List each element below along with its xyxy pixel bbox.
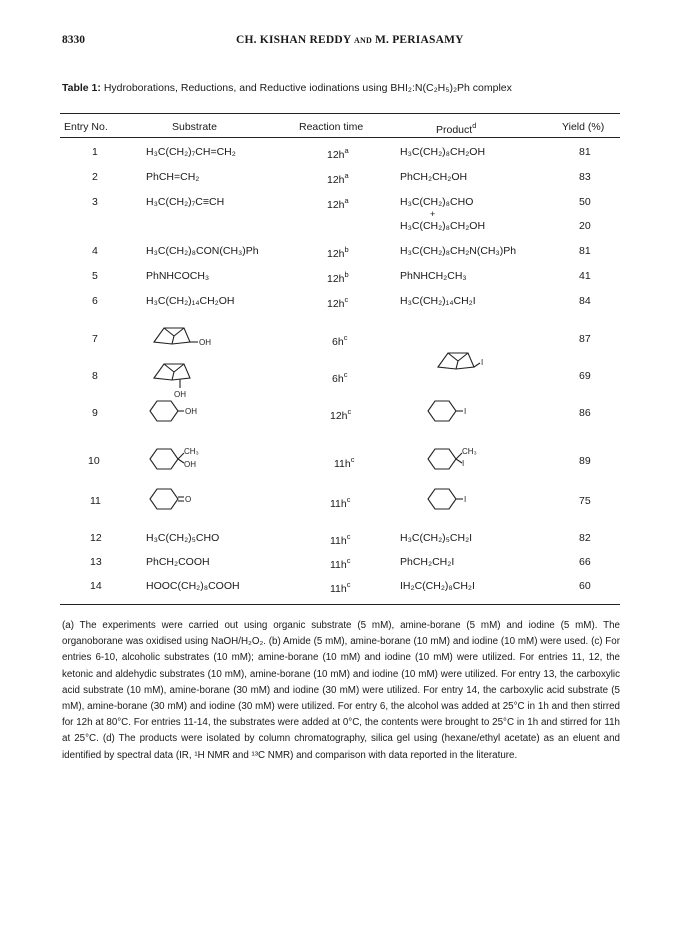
table-bottom-rule xyxy=(60,604,620,605)
header-product-footnote: d xyxy=(472,121,477,130)
row-1-product: H₃C(CH₂)₈CH₂OH xyxy=(400,146,486,158)
table-caption-label: Table 1: xyxy=(62,82,101,94)
row-8-time: $6h^c$ xyxy=(332,370,348,385)
row-14-product: IH₂C(CH₂)₈CH₂I xyxy=(400,580,475,592)
header-substrate: Substrate xyxy=(172,121,217,133)
oh-label-8: OH xyxy=(174,390,186,399)
row-9-time: $12h^c$ xyxy=(330,407,352,422)
row-3-plus: + xyxy=(430,209,436,219)
header-product: Product$^d$ xyxy=(436,121,477,136)
methylcyclohexanol-structure-10 xyxy=(146,444,216,474)
row-10-time: $11h^c$ xyxy=(334,455,355,470)
row-4-yield: 81 xyxy=(579,245,591,257)
row-6-entry: 6 xyxy=(92,295,98,307)
row-12-substrate: H₃C(CH₂)₅CHO xyxy=(146,532,220,544)
row-7-yield: 87 xyxy=(579,333,591,345)
row-3-substrate: H₃C(CH₂)₇C≡CH xyxy=(146,196,225,208)
i-label-7: I xyxy=(481,358,484,367)
row-14-substrate: HOOC(CH₂)₈COOH xyxy=(146,580,240,592)
row-2-substrate: PhCH=CH₂ xyxy=(146,171,200,183)
header-entry: Entry No. xyxy=(64,121,108,133)
row-2-yield: 83 xyxy=(579,171,591,183)
header-yield: Yield (%) xyxy=(562,121,605,133)
row-13-yield: 66 xyxy=(579,556,591,568)
row-1-substrate: H₃C(CH₂)₇CH=CH₂ xyxy=(146,146,236,158)
row-10-entry: 10 xyxy=(88,455,100,467)
row-12-yield: 82 xyxy=(579,532,591,544)
row-12-entry: 12 xyxy=(90,532,102,544)
o-label-11: O xyxy=(185,495,192,504)
running-header-authors: CH. KISHAN REDDY and M. PERIASAMY xyxy=(236,34,464,46)
iodonorbornane-structure-7 xyxy=(434,345,494,375)
row-4-entry: 4 xyxy=(92,245,98,257)
row-3-yield: 50 xyxy=(579,196,591,208)
row-5-product: PhNHCH₂CH₃ xyxy=(400,270,467,282)
row-3-entry: 3 xyxy=(92,196,98,208)
row-13-entry: 13 xyxy=(90,556,102,568)
row-11-time: $11h^c$ xyxy=(330,495,351,510)
oh-label-7: OH xyxy=(199,338,211,347)
row-10-yield: 89 xyxy=(579,455,591,467)
row-4-product: H₃C(CH₂)₈CH₂N(CH₃)Ph xyxy=(400,245,517,257)
row-5-substrate: PhNHCOCH₃ xyxy=(146,270,210,282)
iodomethylcyclohexane-structure-10 xyxy=(424,444,494,474)
row-4-substrate: H₃C(CH₂)₈CON(CH₃)Ph xyxy=(146,245,259,257)
row-8-yield: 69 xyxy=(579,370,591,382)
row-1-entry: 1 xyxy=(92,146,98,158)
row-1-yield: 81 xyxy=(579,146,591,158)
row-13-time: $11h^c$ xyxy=(330,556,351,571)
row-9-entry: 9 xyxy=(92,407,98,419)
table-caption xyxy=(62,82,622,94)
table-footnotes: (a) The experiments were carried out using organic substrate (5 mM), amine-borane (5 mM) and iodine (5 mM). The organoborane was oxidised using NaOH/H₂O₂. (b) Amide (5 mM), amine-borane (10 mM) and iodine (10 mM) were used. (c) For entries 6-10, alcoholic substrates (10 mM); amine-borane (10 mM) and iodine (10 mM) were utilized. For entries 11, 12, the ketonic and aldehydic substrates (10 mM), amine-borane (10 mM) and iodine (10 mM) were utilized. For entry 13, the carboxylic acid substrate (10 mM), amine-borane (30 mM) and iodine (30 mM) were utilized. For entry 14, the carboxylic acid substrate (5 mM), amine-borane (30 mM) and iodine (30 mM) were utilized. For entry 6, the alcohol was added at 25°C in 1h and then stirred for 12h at 80°C. For entries 11-14, the substrates were added at 0°C, the contents were brought to 25°C in 1h and stirred for 11h at 25°C. (d) The products were isolated by column chromatography, silica gel using (hexane/ethyl acetate) as an eluent and identified by spectral data (IR, ¹H NMR and ¹³C NMR) and comparison with data reported in the literature. xyxy=(62,620,620,761)
row-2-entry: 2 xyxy=(92,171,98,183)
row-1-time: $12h^a$ xyxy=(327,146,349,161)
row-14-time: $11h^c$ xyxy=(330,580,351,595)
row-9-yield: 86 xyxy=(579,407,591,419)
row-5-yield: 41 xyxy=(579,270,591,282)
row-6-product: H₃C(CH₂)₁₄CH₂I xyxy=(400,295,476,307)
row-12-product: H₃C(CH₂)₅CH₂I xyxy=(400,532,473,544)
row-7-time: $6h^c$ xyxy=(332,333,348,348)
cyclohexanone-structure-11 xyxy=(146,486,216,512)
row-3b-yield: 20 xyxy=(579,220,591,232)
exo-norborneol-structure-8 xyxy=(150,356,210,398)
row-13-product: PhCH₂CH₂I xyxy=(400,556,455,568)
cyclohexanol-structure-9 xyxy=(146,398,216,424)
norborneol-structure-7 xyxy=(150,320,220,350)
row-4-time: $12h^b$ xyxy=(327,245,349,260)
row-11-entry: 11 xyxy=(90,495,101,507)
header-time: Reaction time xyxy=(299,121,364,133)
row-2-product: PhCH₂CH₂OH xyxy=(400,171,468,183)
row-5-time: $12h^b$ xyxy=(327,270,349,285)
i-label-11: I xyxy=(464,495,467,504)
row-6-time: $12h^c$ xyxy=(327,295,349,310)
ch3-label-10-product: CH₃ xyxy=(462,447,477,456)
table-top-rule xyxy=(60,113,620,114)
row-3b-product: H₃C(CH₂)₈CH₂OH xyxy=(400,220,486,232)
row-14-yield: 60 xyxy=(579,580,591,592)
oh-label-9: OH xyxy=(185,407,197,416)
iodocyclohexane-structure-11 xyxy=(424,486,484,512)
table-caption-text: Hydroborations, Reductions, and Reductive iodinations using BHI₂:N(C₂H₅)₂Ph complex xyxy=(103,82,512,94)
table-header-rule xyxy=(60,137,620,138)
i-label-10: I xyxy=(462,459,465,468)
row-3-time: $12h^a$ xyxy=(327,196,349,211)
ch3-label-10: CH₃ xyxy=(184,447,199,456)
oh-label-10: OH xyxy=(184,460,196,469)
row-2-time: $12h^a$ xyxy=(327,171,349,186)
row-14-entry: 14 xyxy=(90,580,102,592)
row-8-entry: 8 xyxy=(92,370,98,382)
row-3-product: H₃C(CH₂)₈CHO xyxy=(400,196,474,208)
page-number: 8330 xyxy=(62,34,85,46)
i-label-9: I xyxy=(464,407,467,416)
row-6-yield: 84 xyxy=(579,295,591,307)
row-11-yield: 75 xyxy=(579,495,591,507)
row-6-substrate: H₃C(CH₂)₁₄CH₂OH xyxy=(146,295,235,307)
row-7-entry: 7 xyxy=(92,333,98,345)
row-13-substrate: PhCH₂COOH xyxy=(146,556,210,568)
row-5-entry: 5 xyxy=(92,270,98,282)
iodocyclohexane-structure-9 xyxy=(424,398,484,424)
row-12-time: $11h^c$ xyxy=(330,532,351,547)
